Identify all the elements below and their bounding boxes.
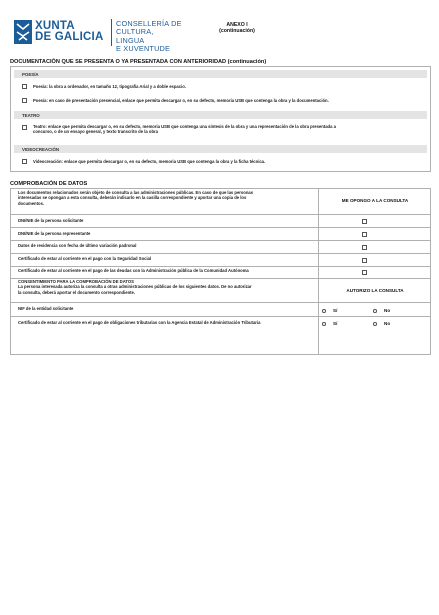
row-divider bbox=[10, 227, 431, 228]
poesia-item-1-text: Poesía: la obra a ordenador, en tamaño 12, tipografía Arial y a doble espacio. bbox=[33, 84, 186, 89]
xunta-logo bbox=[14, 19, 184, 54]
logo-separator bbox=[111, 19, 112, 46]
logo-dept-line: CONSELLERÍA DE bbox=[116, 19, 182, 28]
oppose-column-header: ME OPONGO A LA CONSULTA bbox=[341, 198, 409, 203]
poesia-item-1-checkbox[interactable] bbox=[22, 84, 27, 89]
logo-dept-line: CULTURA, LINGUA bbox=[116, 27, 154, 45]
intro-line: documentos. bbox=[18, 200, 45, 206]
consent-block bbox=[18, 279, 316, 295]
poesia-label: POESÍA bbox=[22, 72, 39, 77]
oppose-row-4-label: Certificado de estar al corriente en el pago con la Seguridad Social bbox=[18, 256, 152, 261]
poesia-item-2-checkbox[interactable] bbox=[22, 98, 27, 103]
teatro-item-1-line: concurso, o de un ensayo general, y texto transcrito de la obra bbox=[33, 129, 158, 135]
poesia-item-2-text: Poesía: en caso de presentación presencial, enlace que permita descargar o, en su defecto, memoria USB que contenga la obra y la documentación. bbox=[33, 98, 329, 103]
teatro-item-1-text bbox=[33, 124, 336, 135]
authorize-row-2-no-label: No bbox=[384, 321, 391, 326]
oppose-row-3-checkbox[interactable] bbox=[362, 245, 367, 250]
authorize-row-2-no-radio[interactable] bbox=[373, 322, 377, 326]
intro-line: Los documentos relacionados serán objeto de consulta a las administraciones públicas. En caso de que las personas bbox=[18, 190, 254, 195]
row-divider bbox=[10, 214, 431, 215]
verification-intro bbox=[18, 190, 314, 206]
annex-subtitle: (continuación) bbox=[219, 28, 255, 35]
row-divider bbox=[10, 316, 431, 317]
oppose-row-2-label: DNI/NIE de la persona representante bbox=[18, 231, 91, 236]
intro-line: interesadas se opongan a esta consulta, deberán indicarlo en la casilla correspondiente y aportar una copia de los bbox=[18, 195, 247, 201]
row-divider bbox=[10, 253, 431, 254]
documentation-box bbox=[10, 66, 431, 172]
authorize-row-1-label: NIF de la entidad solicitante bbox=[18, 306, 74, 311]
authorize-row-2-yes-label: Sí bbox=[333, 321, 338, 326]
oppose-row-1-checkbox[interactable] bbox=[362, 219, 367, 224]
row-divider bbox=[10, 240, 431, 241]
video-label: VIDEOCREACIÓN bbox=[22, 147, 60, 152]
teatro-label: TEATRO bbox=[22, 113, 40, 118]
oppose-row-5-checkbox[interactable] bbox=[362, 270, 367, 275]
oppose-row-1-label: DNI/NIE de la persona solicitante bbox=[18, 218, 84, 223]
row-divider bbox=[10, 302, 431, 303]
consent-title: CONSENTIMIENTO PARA LA COMPROBACIÓN DE DATOS bbox=[18, 279, 134, 284]
row-divider bbox=[10, 266, 431, 267]
authorize-row-1-yes-label: Sí bbox=[333, 308, 338, 313]
oppose-row-5-label: Certificado de estar al corriente en el pago de las deudas con la Administración pública de la Comunidad Autónoma bbox=[18, 268, 249, 273]
logo-dept-line: E XUVENTUDE bbox=[116, 44, 171, 54]
consent-line: La persona interesada autoriza la consulta a otras administraciones públicas de los siguientes datos. De no autorizar bbox=[18, 284, 252, 290]
teatro-item-1-checkbox[interactable] bbox=[22, 125, 27, 130]
logo-main-line: XUNTA bbox=[35, 20, 75, 32]
consent-line: la consulta, deberá aportar el documento correspondiente. bbox=[18, 289, 136, 295]
oppose-row-3-label: Datos de residencia con fecha de último variación padronal bbox=[18, 243, 137, 248]
poesia-header bbox=[14, 70, 427, 78]
logo-main-line: DE GALICIA bbox=[35, 31, 104, 43]
authorize-row-2-yes-radio[interactable] bbox=[322, 322, 326, 326]
authorize-row-1-no-label: No bbox=[384, 308, 391, 313]
verification-title: COMPROBACIÓN DE DATOS bbox=[10, 181, 88, 187]
teatro-item-1-line: Teatro: enlace que permita descargar o, en su defecto, memoria USB que contenga una síntesis de la obra y una representación de la obra presentada a bbox=[33, 124, 336, 129]
teatro-header bbox=[14, 111, 427, 119]
logo-main-text bbox=[35, 21, 103, 43]
authorize-column-header: AUTORIZO LA CONSULTA bbox=[346, 288, 404, 293]
authorize-row-1-no-radio[interactable] bbox=[373, 309, 377, 313]
annex-title: ANEXO I bbox=[226, 22, 248, 28]
documentation-title: DOCUMENTACIÓN QUE SE PRESENTA O YA PRESENTADA CON ANTERIORIDAD (continuación) bbox=[10, 59, 267, 65]
video-item-1-checkbox[interactable] bbox=[22, 159, 27, 164]
annex-header bbox=[212, 22, 262, 34]
logo-department-text bbox=[116, 20, 184, 54]
oppose-row-2-checkbox[interactable] bbox=[362, 232, 367, 237]
oppose-row-4-checkbox[interactable] bbox=[362, 258, 367, 263]
authorize-row-2-label: Certificado de estar al corriente en el pago de obligaciones tributarias con la Agencia Estatal de Administración Tributaria bbox=[18, 320, 261, 325]
video-header bbox=[14, 145, 427, 153]
video-item-1-text: Videocreación: enlace que permita descargar o, en su defecto, memoria USB que contenga la obra y la ficha técnica. bbox=[33, 159, 266, 164]
xunta-emblem-icon bbox=[14, 20, 32, 44]
authorize-row-1-yes-radio[interactable] bbox=[322, 309, 326, 313]
